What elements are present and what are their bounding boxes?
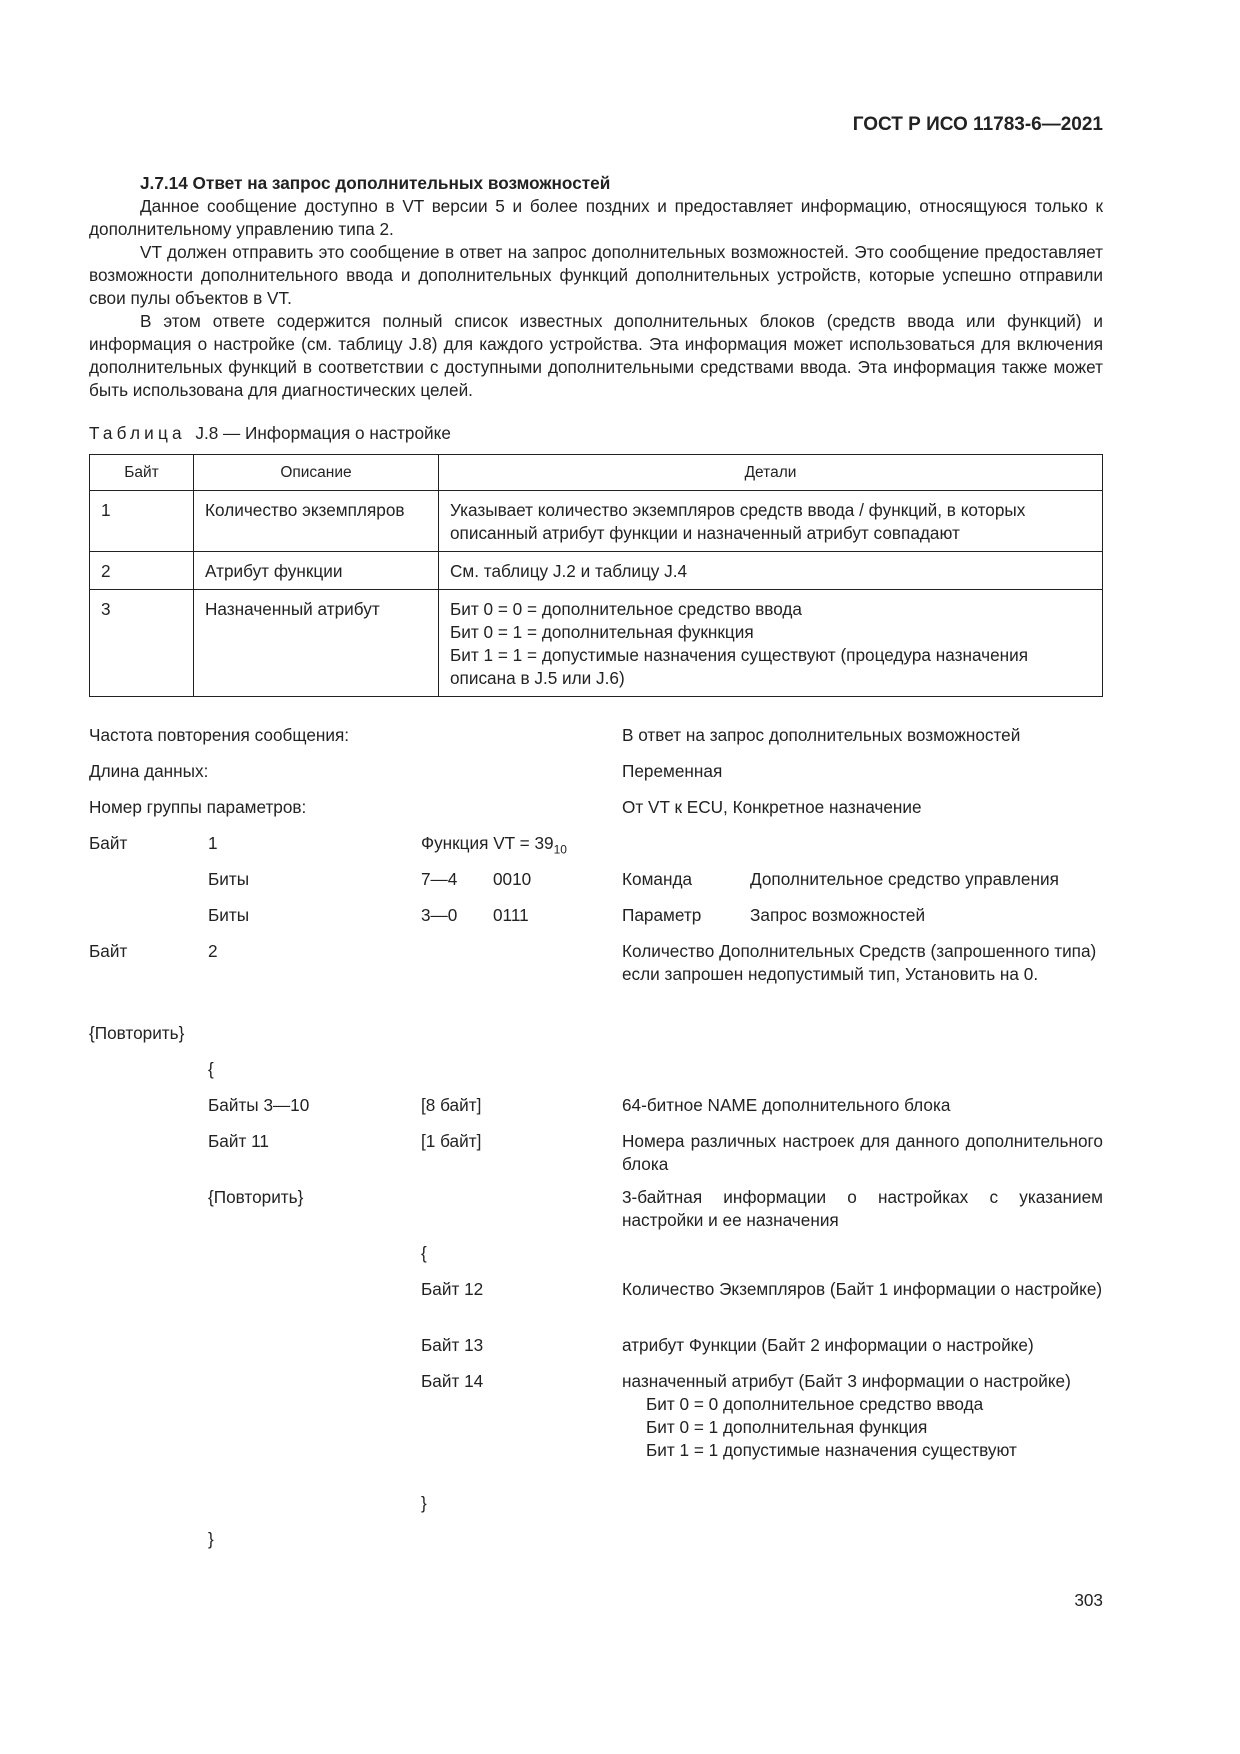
open-brace: { (208, 1059, 214, 1079)
cell-description: Количество экземпляров (194, 491, 439, 552)
cell-description: Атрибут функции (194, 552, 439, 590)
paragraph-3: В этом ответе содержится полный список известных дополнительных блоков (средств ввода или функций) и информация о настройке (см. таблицу J.8) для каждого устройства. Эта информация может использоваться для включения дополнительных функций в соответствии с доступными дополнительными средствами ввода. Эта информация также может быть использована для диагностических целей. (89, 311, 1103, 400)
byte11-row (89, 1130, 1103, 1186)
rate-value: В ответ на запрос дополнительных возможностей (622, 725, 1021, 745)
cell-details (439, 590, 1103, 697)
inner-repeat-row (89, 1186, 1103, 1242)
details-line: Бит 1 = 1 = допустимые назначения существуют (процедура назначения описана в J.5 или J.6) (450, 645, 1029, 688)
byte14-bit-line: Бит 1 = 1 допустимые назначения существуют (646, 1440, 1017, 1460)
open-brace-row (89, 1242, 1103, 1278)
standard-code: ГОСТ Р ИСО 11783-6—2021 (852, 114, 1103, 135)
byte-description (622, 1370, 1103, 1462)
message-definition (89, 724, 1103, 1564)
section-title: J.7.14 Ответ на запрос дополнительных возможностей (140, 173, 611, 193)
byte-number: 2 (208, 941, 218, 961)
byte13-row (89, 1334, 1103, 1370)
bytes3-10-row (89, 1094, 1103, 1130)
byte-label: Байт 12 (421, 1279, 484, 1299)
bits-field-name: Параметр (622, 905, 702, 925)
repeat-keyword: {Повторить} (208, 1187, 304, 1207)
cell-byte: 1 (90, 491, 194, 552)
bits-value: 0010 (493, 869, 532, 889)
rate-row (89, 724, 1103, 760)
bytes-description: 64-битное NAME дополнительного блока (622, 1095, 951, 1115)
table-caption-prefix: Таблица (89, 423, 186, 443)
length-row (89, 760, 1103, 796)
header-byte: Байт (90, 455, 194, 491)
bits-field-desc: Запрос возможностей (750, 905, 926, 925)
table-caption (89, 423, 451, 444)
header-description: Описание (194, 455, 439, 491)
byte14-row (89, 1370, 1103, 1492)
pgn-label: Номер группы параметров: (89, 797, 307, 817)
byte-number: 1 (208, 833, 218, 853)
repeat-row (89, 1022, 1103, 1058)
byte-label: Байт 14 (421, 1371, 484, 1391)
table-header-row (90, 455, 1103, 491)
bits-label: Биты (208, 869, 250, 889)
vt-function-base: 10 (553, 842, 567, 857)
paragraph-2: VT должен отправить это сообщение в ответ на запрос дополнительных возможностей. Это сообщение предоставляет возможности дополнительного ввода и дополнительных функций дополнительных устройств, которые успешно отправили свои пулы объектов в VT. (89, 242, 1103, 308)
cell-byte: 3 (90, 590, 194, 697)
bits-field-desc: Дополнительное средство управления (750, 869, 1059, 889)
close-brace-row (89, 1528, 1103, 1564)
bytes-label: Байты 3—10 (208, 1095, 310, 1115)
configuration-table (89, 454, 1103, 697)
byte-label: Байт 13 (421, 1335, 484, 1355)
byte2-desc-line: Количество Дополнительных Средств (запрошенного типа) (622, 941, 1097, 961)
byte-label: Байт (89, 941, 128, 961)
cell-details (439, 491, 1103, 552)
table-row (90, 552, 1103, 590)
close-brace-row (89, 1492, 1103, 1528)
details-line: Бит 0 = 0 = дополнительное средство ввода (450, 599, 802, 619)
byte12-row (89, 1278, 1103, 1334)
paragraph-1: Данное сообщение доступно в VT версии 5 и более поздних и предоставляет информацию, относящуюся только к дополнительному управлению типа 2. (89, 196, 1103, 239)
details-line: Бит 0 = 1 = дополнительная фукнкция (450, 622, 754, 642)
byte2-row (89, 940, 1103, 1022)
length-label: Длина данных: (89, 761, 209, 781)
cell-byte: 2 (90, 552, 194, 590)
pgn-value: От VT к ECU, Конкретное назначение (622, 797, 922, 817)
byte-label: Байт (89, 833, 128, 853)
bits-label: Биты (208, 905, 250, 925)
byte2-description (622, 940, 1103, 986)
close-brace: } (421, 1493, 427, 1513)
bits-row (89, 868, 1103, 904)
byte-description: атрибут Функции (Байт 2 информации о настройке) (622, 1335, 1034, 1355)
byte2-desc-line: если запрошен недопустимый тип, Установить на 0. (622, 964, 1039, 984)
open-brace-row (89, 1058, 1103, 1094)
byte1-row (89, 832, 1103, 868)
header-details: Детали (439, 455, 1103, 491)
bits-range: 7—4 (421, 869, 458, 889)
table-row (90, 491, 1103, 552)
bits-row (89, 904, 1103, 940)
vt-function-text: Функция VT = 39 (421, 833, 554, 853)
rate-label: Частота повторения сообщения: (89, 725, 350, 745)
byte-description: Количество Экземпляров (Байт 1 информации о настройке) (622, 1279, 1103, 1299)
bytes-size: [1 байт] (421, 1131, 482, 1151)
byte14-bit-line: Бит 0 = 0 дополнительное средство ввода (646, 1394, 984, 1414)
table-row (90, 590, 1103, 697)
bits-range: 3—0 (421, 905, 458, 925)
byte-description: Номера различных настроек для данного дополнительного блока (622, 1131, 1103, 1174)
bits-value: 0111 (493, 905, 529, 925)
section-j-7-14 (89, 172, 1103, 402)
byte-label: Байт 11 (208, 1131, 269, 1151)
vt-function (421, 832, 567, 861)
repeat-description: 3-байтная информации о настройках с указанием настройки и ее назначения (622, 1187, 1103, 1230)
pgn-row (89, 796, 1103, 832)
details-line: См. таблицу J.2 и таблицу J.4 (450, 561, 688, 581)
byte14-bit-line: Бит 0 = 1 дополнительная функция (646, 1417, 928, 1437)
bytes-size: [8 байт] (421, 1095, 482, 1115)
bits-field-name: Команда (622, 869, 693, 889)
byte14-desc-text: назначенный атрибут (Байт 3 информации о настройке) (622, 1371, 1071, 1391)
close-brace: } (208, 1529, 214, 1549)
table-caption-title: J.8 — Информация о настройке (195, 423, 451, 443)
repeat-keyword: {Повторить} (89, 1023, 185, 1043)
cell-description: Назначенный атрибут (194, 590, 439, 697)
page-number: 303 (1074, 1590, 1103, 1610)
length-value: Переменная (622, 761, 723, 781)
cell-details (439, 552, 1103, 590)
open-brace: { (421, 1243, 427, 1263)
details-line: Указывает количество экземпляров средств ввода / функций, в которых описанный атрибут функции и назначенный атрибут совпадают (450, 500, 1026, 543)
